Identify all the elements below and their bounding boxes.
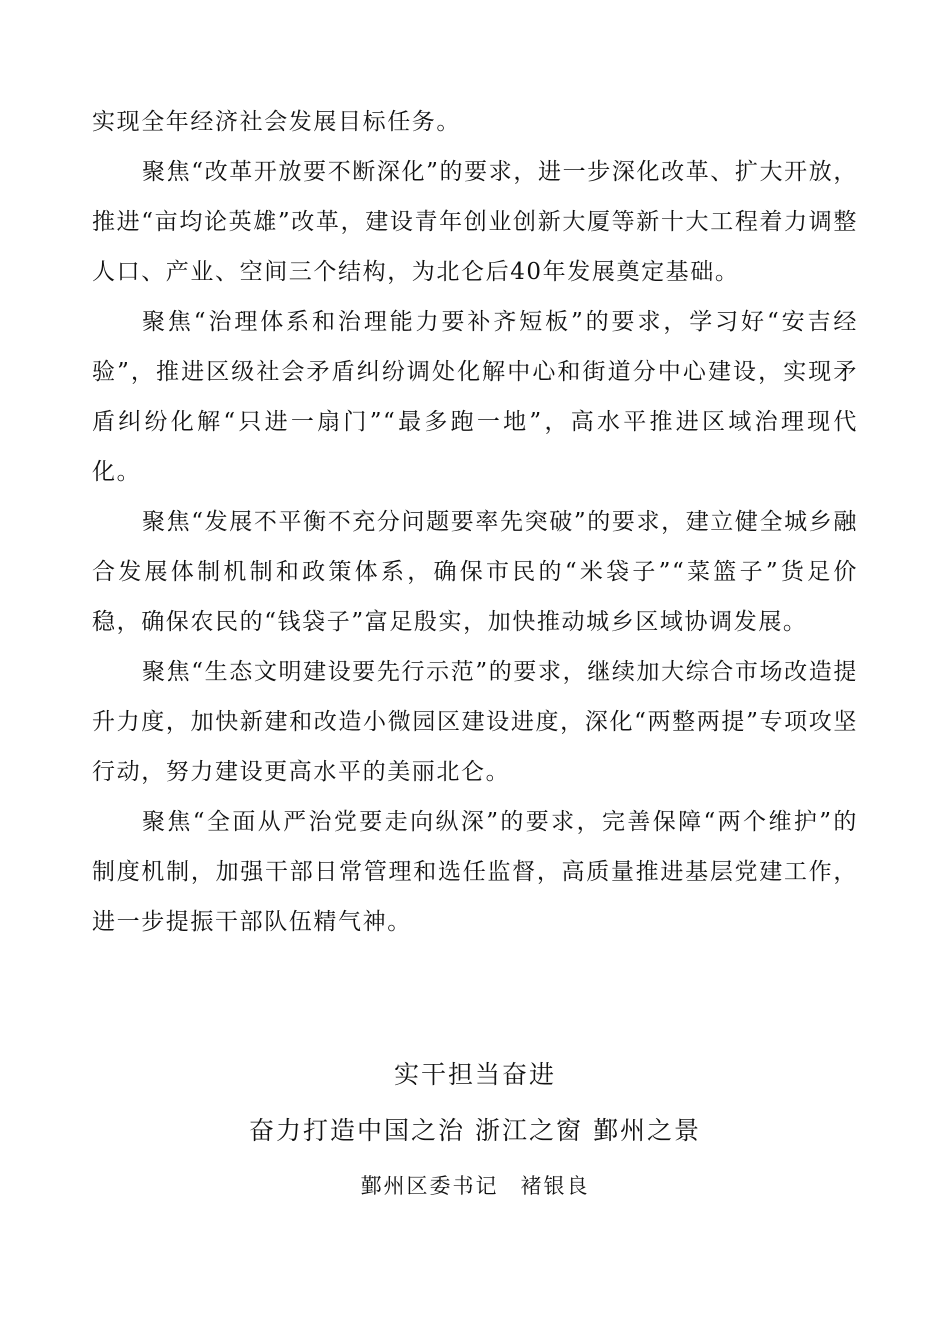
next-article-heading [0,1058,950,1200]
author-byline [0,1172,950,1200]
paragraph-party-discipline: 聚焦“全面从严治党要走向纵深”的要求，完善保障“两个维护”的制度机制，加强干部日常管理和选任监督，高质量推进基层党建工作，进一步提振干部队伍精气神。 [92,809,858,935]
article-subtitle: 奋力打造中国之治 浙江之窗 鄞州之景 [249,1116,701,1145]
article-title: 实干担当奋进 [393,1060,556,1089]
paragraph-governance: 聚焦“治理体系和治理能力要补齐短板”的要求，学习好“安吉经验”，推进区级社会矛盾纠纷调处化解中心和街道分中心建设，实现矛盾纠纷化解“只进一扇门”“最多跑一地”，高水平推进区域治理现代化。 [92,309,858,485]
paragraph-ecology: 聚焦“生态文明建设要先行示范”的要求，继续加大综合市场改造提升力度，加快新建和改造小微园区建设进度，深化“两整两提”专项攻坚行动，努力建设更高水平的美丽北仑。 [92,659,858,785]
paragraph-reform-opening: 聚焦“改革开放要不断深化”的要求，进一步深化改革、扩大开放，推进“亩均论英雄”改革，建设青年创业创新大厦等新十大工程着力调整人口、产业、空间三个结构，为北仑后40年发展奠定基础。 [92,159,858,285]
author-role: 鄞州区委书记 [360,1174,499,1198]
author-name: 褚银良 [520,1174,590,1198]
article-body [92,97,858,947]
paragraph-continuation: 实现全年经济社会发展目标任务。 [92,109,461,135]
paragraph-balanced-development: 聚焦“发展不平衡不充分问题要率先突破”的要求，建立健全城乡融合发展体制机制和政策体系，确保市民的“米袋子”“菜篮子”货足价稳，确保农民的“钱袋子”富足殷实，加快推动城乡区域协调发展。 [92,509,858,635]
